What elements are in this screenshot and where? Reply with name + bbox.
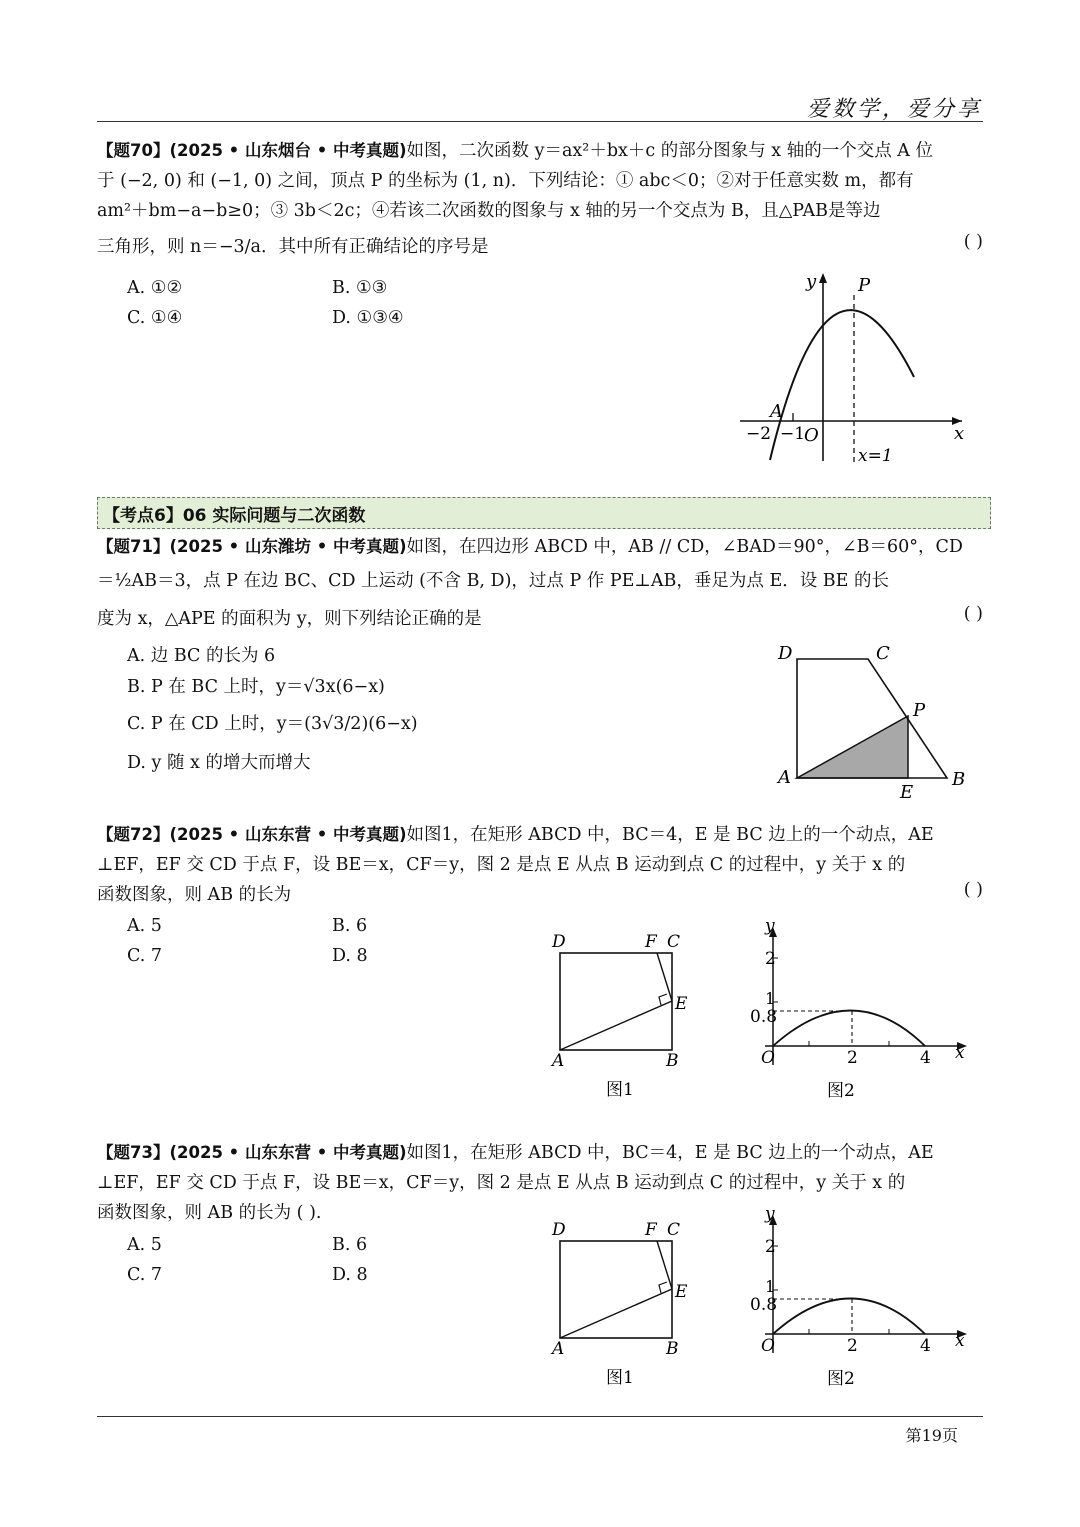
q72-fig2-tick-x2: 2 xyxy=(847,1048,858,1068)
q70-answer-paren: ( ) xyxy=(963,232,983,252)
q71-label-a: A xyxy=(778,767,791,788)
q72-fig1-e: E xyxy=(675,994,688,1014)
q70-p-label: P xyxy=(858,275,871,296)
q70-line1: 【题70】(2025 • 山东烟台 • 中考真题)如图，二次函数 y＝ax²＋bx＋c 的部分图象与 x 轴的一个交点 A 位 xyxy=(97,141,934,161)
q72-fig2-tick-y1: 1 xyxy=(765,989,776,1008)
q72-fig2-tick-x4: 4 xyxy=(920,1048,931,1068)
section-title: 【考点6】06 实际问题与二次函数 xyxy=(103,506,366,526)
q73-fig2-tick-y08: 0.8 xyxy=(750,1295,778,1315)
q73-fig1-b: B xyxy=(666,1339,679,1359)
q73-option-c: C. 7 xyxy=(127,1265,163,1285)
q71-line3: 度为 x，△APE 的面积为 y，则下列结论正确的是 xyxy=(97,609,482,629)
q72-fig1-a: A xyxy=(552,1051,565,1071)
q71-answer-paren: ( ) xyxy=(963,604,983,624)
q73-option-b: B. 6 xyxy=(332,1235,368,1255)
q73-fig1-a: A xyxy=(552,1339,565,1359)
header-tagline: 爱数学，爱分享 xyxy=(806,97,982,122)
q72-option-d: D. 8 xyxy=(332,946,368,966)
q70-line2: 于 (−2, 0) 和 (−1, 0) 之间，顶点 P 的坐标为 (1, n)．下列结论：① abc＜0；②对于任意实数 m，都有 xyxy=(97,171,914,191)
q72-fig2-graph xyxy=(745,915,975,1105)
q70-line4: 三角形，则 n＝−3/a．其中所有正确结论的序号是 xyxy=(97,237,489,257)
q73-fig2-tick-x4: 4 xyxy=(920,1336,931,1356)
q73-fig1-e: E xyxy=(675,1282,688,1302)
q72-option-a: A. 5 xyxy=(127,916,162,936)
q73-tag: 【题73】(2025 • 山东东营 • 中考真题) xyxy=(97,1143,407,1162)
q71-trapezoid-figure xyxy=(770,640,970,805)
q73-line3: 函数图象，则 AB 的长为 ( ). xyxy=(97,1203,322,1223)
q70-line3: am²＋bm−a−b≥0；③ 3b＜2c；④若该二次函数的图象与 x 轴的另一个交点为 B，且△PAB是等边 xyxy=(97,201,881,221)
q73-option-a: A. 5 xyxy=(127,1235,162,1255)
q73-fig1-caption: 图1 xyxy=(606,1368,634,1388)
q70-y-label: y xyxy=(806,271,817,292)
q71-line1: 【题71】(2025 • 山东潍坊 • 中考真题)如图，在四边形 ABCD 中，AB // CD，∠BAD＝90°，∠B＝60°，CD xyxy=(97,537,963,557)
q71-line2: ＝½AB＝3，点 P 在边 BC、CD 上运动 (不含 B, D)，过点 P 作 PE⊥AB，垂足为点 E．设 BE 的长 xyxy=(97,571,889,591)
page-number: 第19页 xyxy=(905,1426,958,1445)
q71-label-e: E xyxy=(900,782,914,803)
q72-fig2-tick-y08: 0.8 xyxy=(750,1007,778,1027)
q72-option-c: C. 7 xyxy=(127,946,163,966)
q72-fig1-f: F xyxy=(645,932,657,952)
q70-option-d: D. ①③④ xyxy=(332,308,404,328)
q73-fig2-tick-x2: 2 xyxy=(847,1336,858,1356)
q72-fig1-c: C xyxy=(667,932,681,952)
q72-fig1-rectangle xyxy=(540,925,700,1105)
q72-fig2-y-label: y xyxy=(765,916,775,936)
q70-option-a: A. ①② xyxy=(127,278,183,298)
header-rule xyxy=(97,121,983,122)
q71-option-d: D. y 随 x 的增大而增大 xyxy=(127,753,311,773)
q72-fig2-origin: O xyxy=(761,1048,775,1068)
q73-fig1-d: D xyxy=(552,1220,566,1240)
q71-option-b: B. P 在 BC 上时，y＝√3x(6−x) xyxy=(127,677,385,697)
q71-option-a: A. 边 BC 的长为 6 xyxy=(127,646,276,666)
q70-a-label: A xyxy=(770,401,783,422)
q73-option-d: D. 8 xyxy=(332,1265,368,1285)
q72-fig2-tick-y2: 2 xyxy=(765,949,776,969)
q70-option-c: C. ①④ xyxy=(127,308,183,328)
q73-line2: ⊥EF，EF 交 CD 于点 F，设 BE＝x，CF＝y，图 2 是点 E 从点 B 运动到点 C 的过程中，y 关于 x 的 xyxy=(97,1173,906,1193)
q71-label-b: B xyxy=(952,769,966,790)
q72-option-b: B. 6 xyxy=(332,916,368,936)
q72-fig1-b: B xyxy=(666,1051,679,1071)
q73-line1: 【题73】(2025 • 山东东营 • 中考真题)如图1，在矩形 ABCD 中，BC＝4，E 是 BC 边上的一个动点，AE xyxy=(97,1143,934,1163)
q73-fig1-c: C xyxy=(667,1220,681,1240)
q72-line3: 函数图象，则 AB 的长为 xyxy=(97,885,292,905)
q73-fig2-graph xyxy=(745,1203,975,1393)
q70-option-b: B. ①③ xyxy=(332,278,388,298)
q72-fig2-caption: 图2 xyxy=(827,1081,855,1101)
q72-tag: 【题72】(2025 • 山东东营 • 中考真题) xyxy=(97,825,407,844)
footer-rule xyxy=(97,1416,983,1417)
q72-answer-paren: ( ) xyxy=(963,880,983,900)
q71-label-p: P xyxy=(913,700,926,721)
q73-fig2-origin: O xyxy=(761,1336,775,1356)
q72-fig1-caption: 图1 xyxy=(606,1080,634,1100)
q70-tick-neg2: −2 xyxy=(746,424,772,444)
q73-fig2-tick-y2: 2 xyxy=(765,1237,776,1257)
q73-fig2-x-label: x xyxy=(955,1331,965,1351)
q72-fig2-x-label: x xyxy=(955,1043,965,1063)
q71-label-c: C xyxy=(876,643,890,664)
q70-axis-of-symmetry-label: x=1 xyxy=(858,446,893,466)
q73-fig1-rectangle xyxy=(540,1213,700,1393)
q73-fig2-y-label: y xyxy=(765,1204,775,1224)
q72-line1: 【题72】(2025 • 山东东营 • 中考真题)如图1，在矩形 ABCD 中，BC＝4，E 是 BC 边上的一个动点，AE xyxy=(97,825,934,845)
q70-parabola-figure xyxy=(730,265,980,475)
q70-x-label: x xyxy=(954,423,965,444)
q70-origin-label: O xyxy=(804,425,819,446)
q71-label-d: D xyxy=(778,643,793,664)
q72-line2: ⊥EF，EF 交 CD 于点 F，设 BE＝x，CF＝y，图 2 是点 E 从点 B 运动到点 C 的过程中，y 关于 x 的 xyxy=(97,855,906,875)
q73-fig1-f: F xyxy=(645,1220,657,1240)
q72-fig1-d: D xyxy=(552,932,566,952)
q70-tick-neg1: −1 xyxy=(780,424,806,444)
q70-tag: 【题70】(2025 • 山东烟台 • 中考真题) xyxy=(97,141,407,160)
q73-fig2-tick-y1: 1 xyxy=(765,1277,776,1296)
q73-fig2-caption: 图2 xyxy=(827,1369,855,1389)
q71-tag: 【题71】(2025 • 山东潍坊 • 中考真题) xyxy=(97,537,407,556)
q71-option-c: C. P 在 CD 上时，y＝(3√3/2)(6−x) xyxy=(127,714,418,734)
